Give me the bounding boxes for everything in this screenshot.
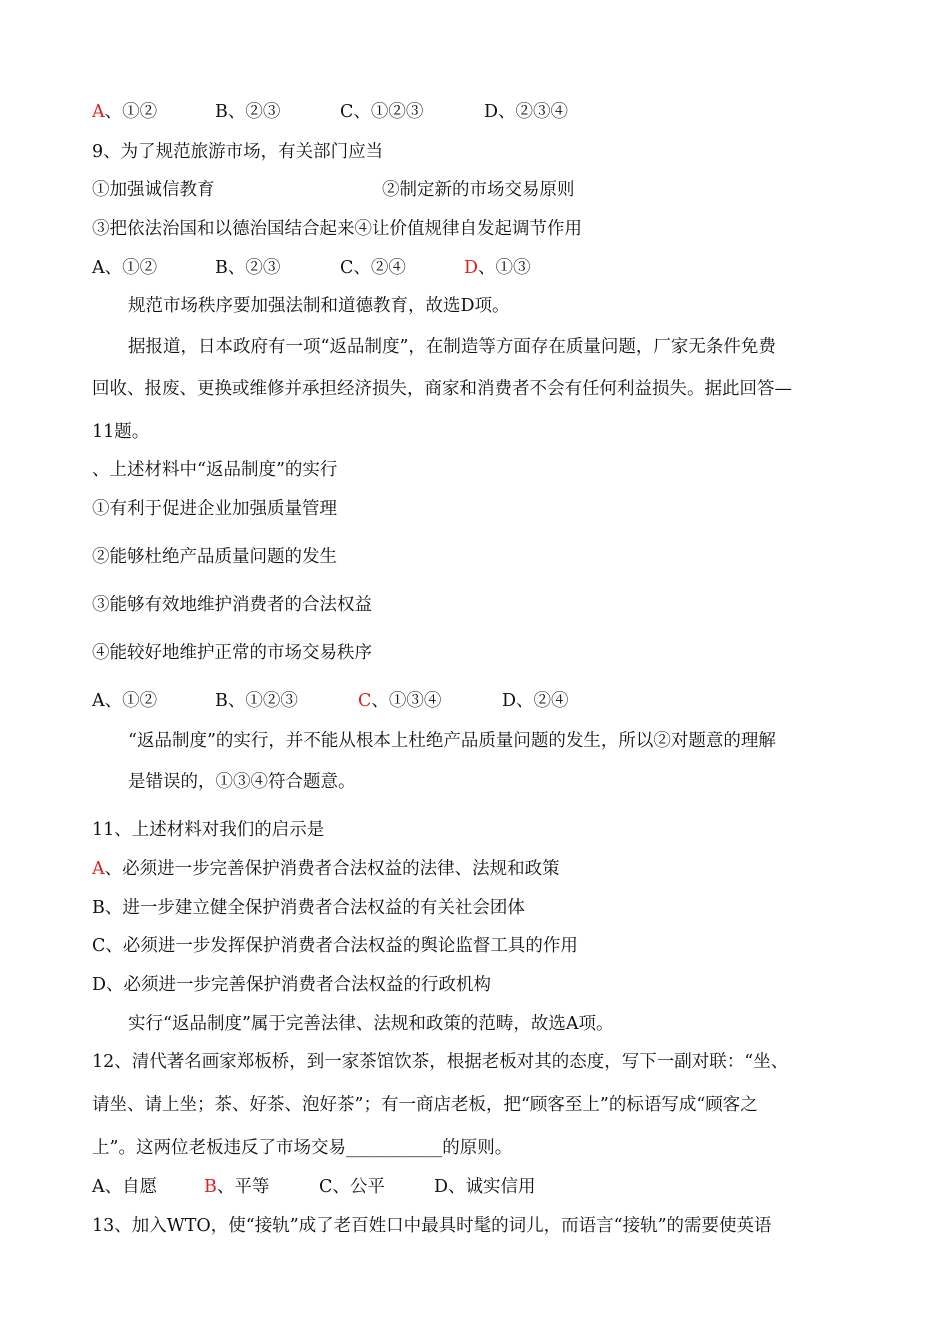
q10-statement-3: ③能够有效地维护消费者的合法权益 — [92, 595, 372, 615]
answer-mark: B — [204, 1177, 217, 1197]
answer-mark: C — [358, 691, 372, 711]
answer-mark: D — [464, 258, 479, 278]
q13-line-1: 13、加入WTO，使“接轨”成了老百姓口中最具时髦的词儿，而语言“接轨”的需要使英语 — [92, 1216, 772, 1236]
q12-option-d: D、诚实信用 — [434, 1177, 536, 1197]
q10-statement-2: ②能够杜绝产品质量问题的发生 — [92, 547, 337, 567]
q10-option-a: A、①② — [92, 691, 158, 711]
q9-stem: 9、为了规范旅游市场，有关部门应当 — [92, 142, 384, 162]
q10-statement-1: ①有利于促进企业加强质量管理 — [92, 499, 337, 519]
q9-statements-3-4: ③把依法治国和以德治国结合起来④让价值规律自发起调节作用 — [92, 219, 582, 239]
q10-statement-4: ④能较好地维护正常的市场交易秩序 — [92, 643, 372, 663]
q8-option-b: B、②③ — [215, 102, 281, 122]
q10-option-c: C、①③④ — [358, 691, 442, 711]
q9-option-d: D、①③ — [464, 258, 531, 278]
q9-option-b: B、②③ — [215, 258, 281, 278]
q11-option-d: D、必须进一步完善保护消费者合法权益的行政机构 — [92, 975, 492, 995]
q8-option-c: C、①②③ — [340, 102, 424, 122]
q10-option-b: B、①②③ — [215, 691, 298, 711]
q9-statement-2: ②制定新的市场交易原则 — [382, 180, 575, 200]
q8-option-a: A、①② — [92, 102, 158, 122]
q11-option-a: A、必须进一步完善保护消费者合法权益的法律、法规和政策 — [92, 859, 560, 879]
q9-option-a: A、①② — [92, 258, 158, 278]
passage-line-1: 据报道，日本政府有一项“返品制度”，在制造等方面存在质量问题，厂家无条件免费 — [128, 337, 776, 357]
q9-option-c: C、②④ — [340, 258, 406, 278]
q11-option-c: C、必须进一步发挥保护消费者合法权益的舆论监督工具的作用 — [92, 936, 578, 956]
answer-mark: A — [92, 859, 105, 879]
q11-explanation: 实行“返品制度”属于完善法律、法规和政策的范畴，故选A项。 — [128, 1014, 614, 1034]
q11-stem: 11、上述材料对我们的启示是 — [92, 820, 325, 840]
q12-option-a: A、自愿 — [92, 1177, 158, 1197]
q10-explanation-2: 是错误的，①③④符合题意。 — [128, 772, 356, 792]
q11-option-b: B、进一步建立健全保护消费者合法权益的有关社会团体 — [92, 898, 525, 918]
q12-option-c: C、公平 — [319, 1177, 385, 1197]
passage-line-3: 11题。 — [92, 422, 150, 442]
q12-line-1: 12、清代著名画家郑板桥，到一家茶馆饮茶，根据老板对其的态度，写下一副对联：“坐、 — [92, 1052, 789, 1072]
q9-explanation: 规范市场秩序要加强法制和道德教育，故选D项。 — [128, 296, 510, 316]
q10-option-d: D、②④ — [502, 691, 569, 711]
q8-option-d: D、②③④ — [484, 102, 569, 122]
q12-line-2: 请坐、请上坐；茶、好茶、泡好茶”；有一商店老板，把“顾客至上”的标语写成“顾客之 — [92, 1095, 758, 1115]
q10-explanation-1: “返品制度”的实行，并不能从根本上杜绝产品质量问题的发生，所以②对题意的理解 — [128, 731, 776, 751]
q10-stem: 、上述材料中“返品制度”的实行 — [92, 460, 338, 480]
answer-mark: A — [92, 102, 105, 122]
passage-line-2: 回收、报废、更换或维修并承担经济损失，商家和消费者不会有任何利益损失。据此回答— — [92, 379, 792, 399]
q12-line-3: 上”。这两位老板违反了市场交易___________的原则。 — [92, 1138, 513, 1158]
q12-option-b: B、平等 — [204, 1177, 270, 1197]
q9-statement-1: ①加强诚信教育 — [92, 180, 215, 200]
